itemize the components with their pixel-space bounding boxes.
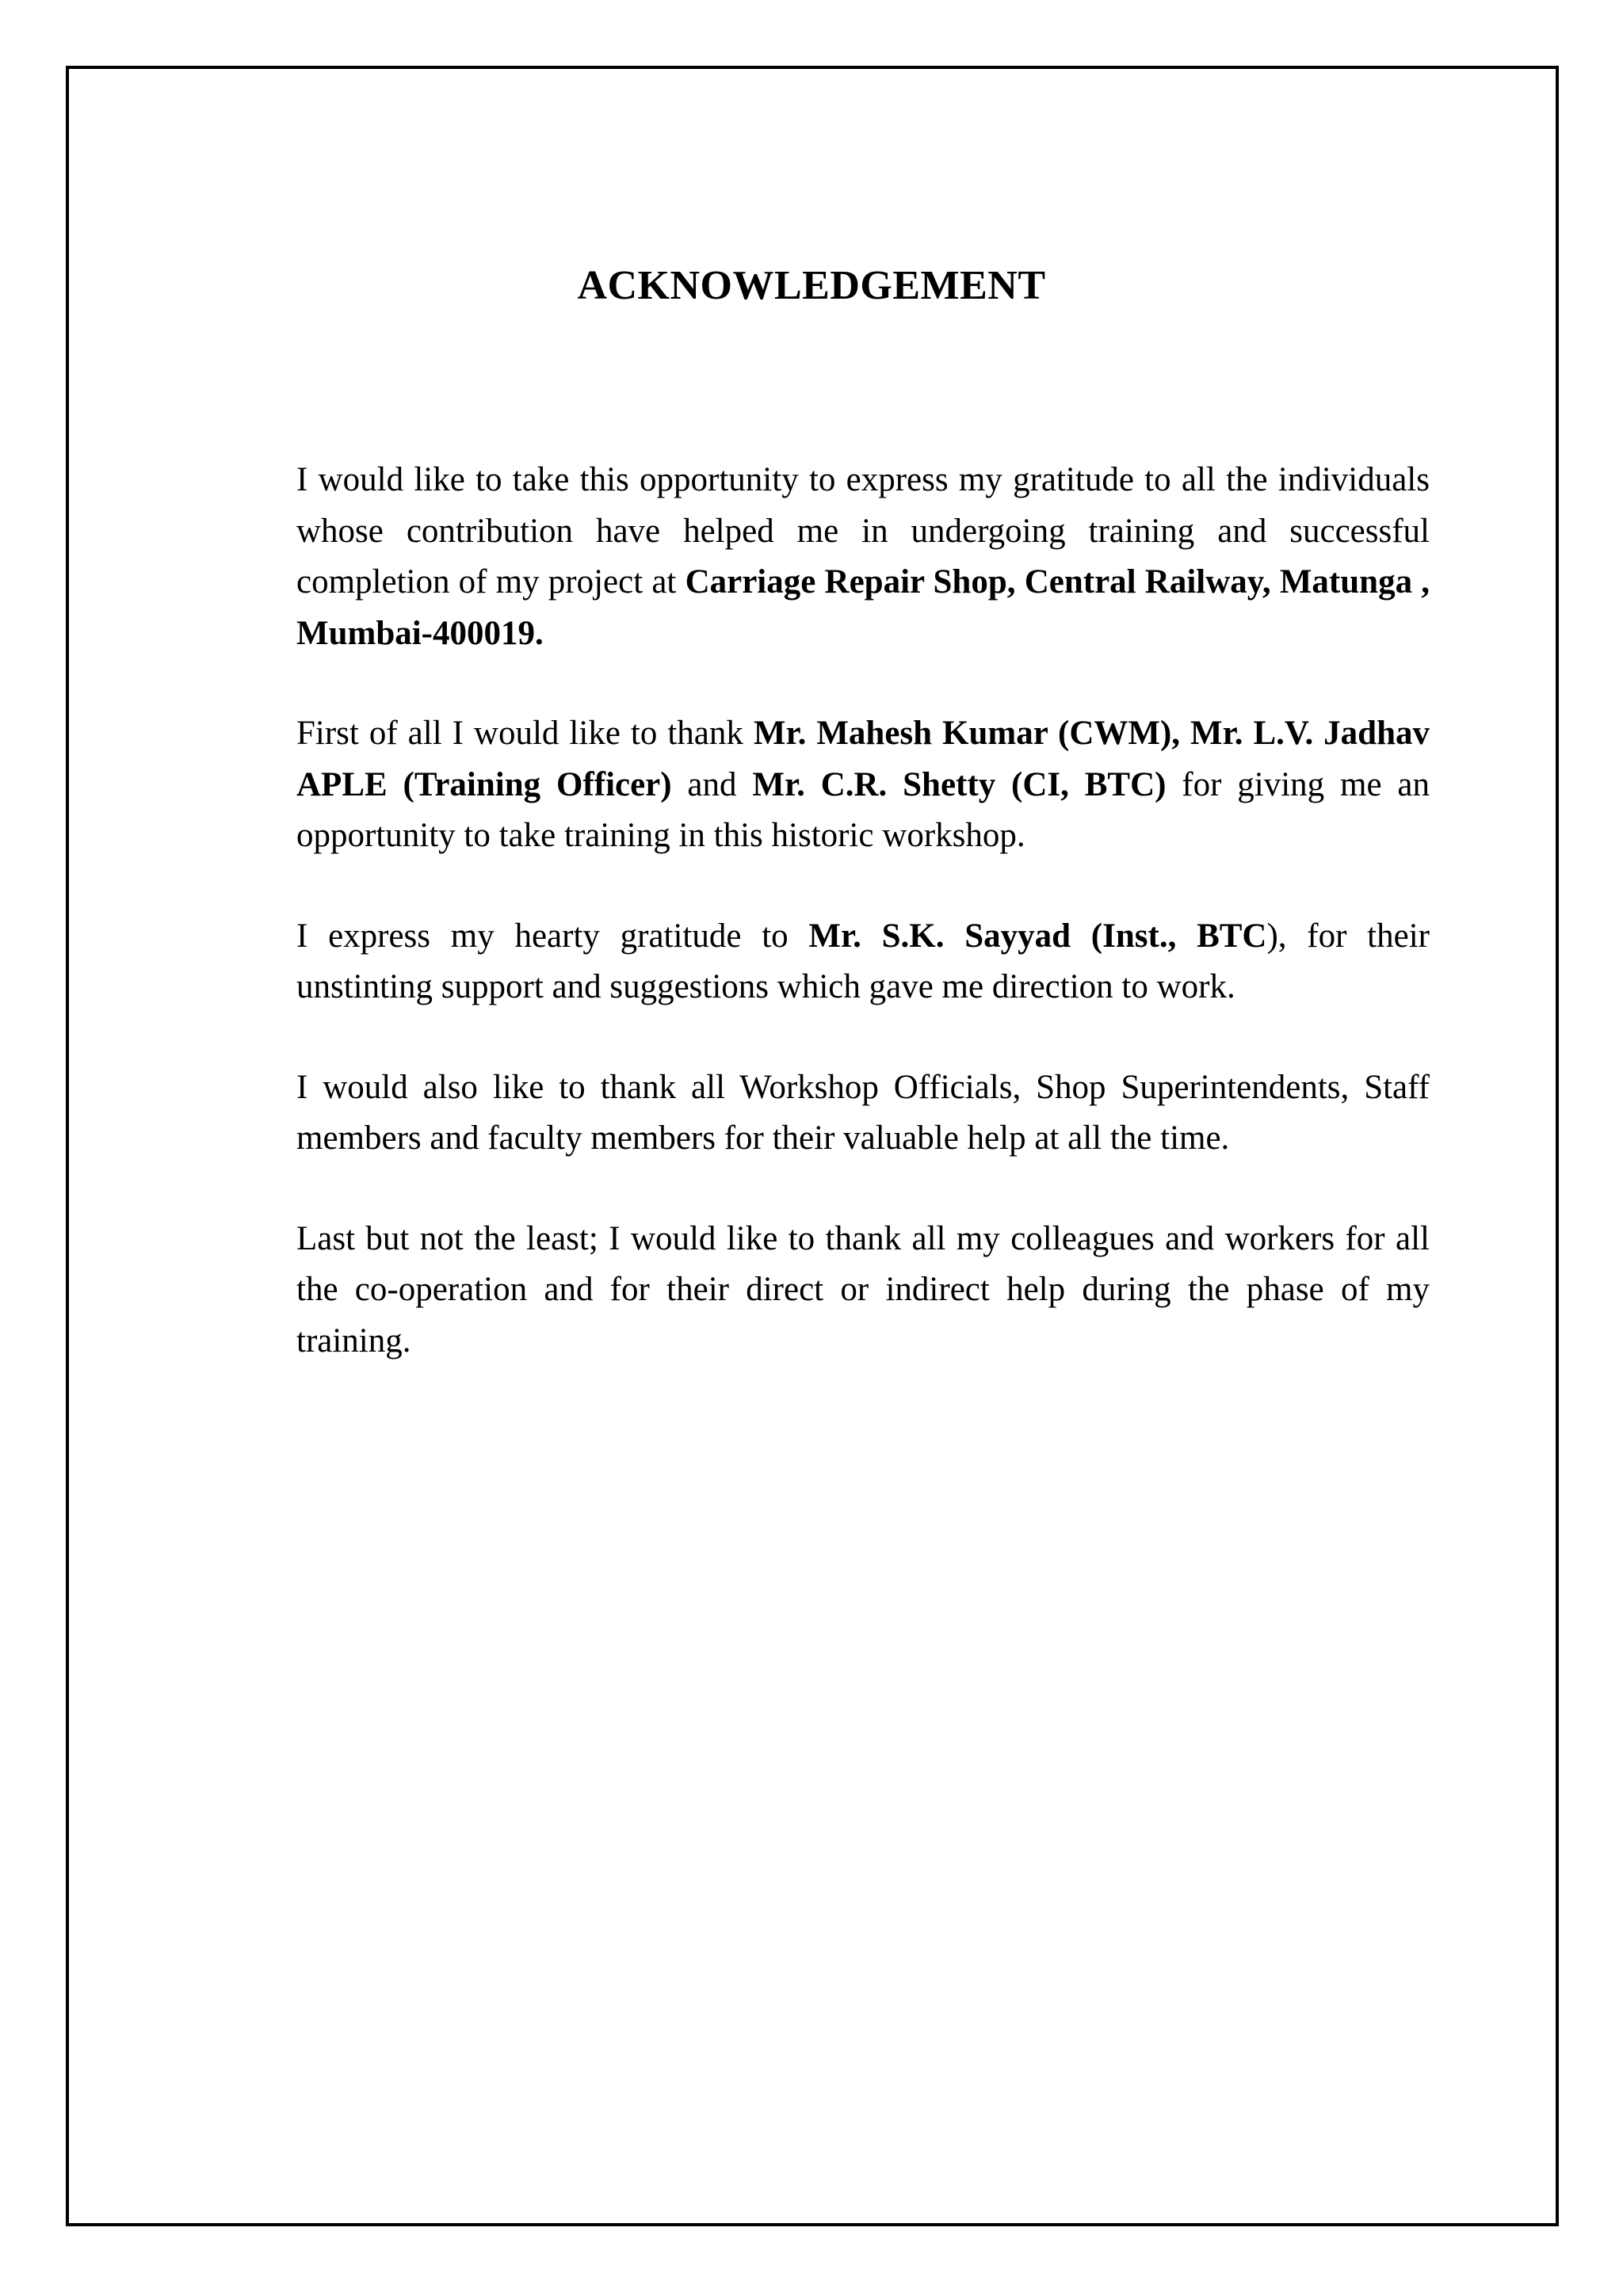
paragraph-1 <box>296 455 1430 659</box>
paragraph-2-text-1: First of all I would like to thank <box>296 715 754 752</box>
paragraph-4-text: I would also like to thank all Workshop Officials, Shop Superintendents, Staff members and faculty members for their valuable help at all the time. <box>296 1068 1430 1157</box>
acknowledgement-body <box>296 455 1430 1416</box>
paragraph-2-bold-names-1: Mr. Mahesh Kumar (CWM), Mr. L.V. Jadhav APLE (Training Officer) <box>296 715 1430 803</box>
paragraph-2 <box>296 708 1430 862</box>
page-title: ACKNOWLEDGEMENT <box>577 262 1046 308</box>
paragraph-1-bold-organization: Carriage Repair Shop, Central Railway, Matunga , Mumbai-400019. <box>296 563 1430 652</box>
paragraph-2-text-3: for giving me an opportunity to take training in this historic workshop. <box>296 765 1430 854</box>
paragraph-3-bold-name: Mr. S.K. Sayyad (Inst., BTC <box>808 917 1267 955</box>
paragraph-5-text: Last but not the least; I would like to thank all my colleagues and workers for all the co-operation and for their direct or indirect help during the phase of my training. <box>296 1219 1430 1360</box>
paragraph-4 <box>296 1062 1430 1165</box>
paragraph-5 <box>296 1214 1430 1367</box>
paragraph-1-text: I would like to take this opportunity to express my gratitude to all the individuals whose contribution have helped me in undergoing training and successful completion of my project at <box>296 461 1430 601</box>
paragraph-2-text-2: and <box>671 765 753 803</box>
paragraph-3 <box>296 911 1430 1013</box>
paragraph-2-bold-names-2: Mr. C.R. Shetty (CI, BTC) <box>752 765 1167 803</box>
paragraph-3-text-1: I express my hearty gratitude to <box>296 917 809 955</box>
paragraph-3-text-2: ), for their unstinting support and suggestions which gave me direction to work. <box>296 917 1430 1005</box>
